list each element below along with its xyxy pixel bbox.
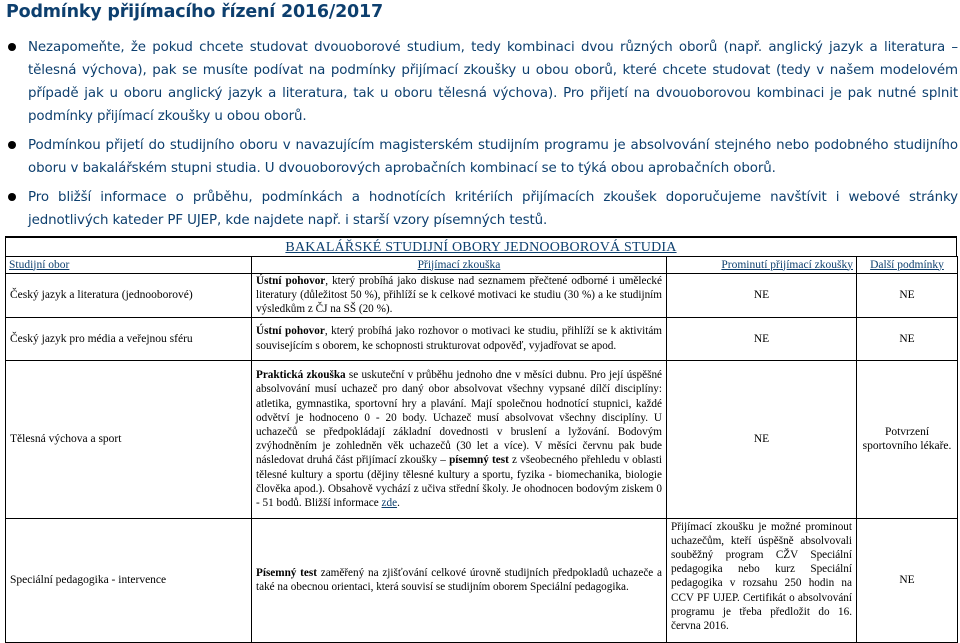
header-prijimaci-zkouska: Přijímací zkouška	[252, 257, 667, 274]
row-obor: Český jazyk a literatura (jednooborové)	[6, 274, 252, 318]
table-row	[6, 317, 958, 360]
row-zkouska: Ústní pohovor, který probíhá jako diskuse nad seznamem přečtené odborné i umělecké literatury (důležitost 50 %), přihlíží se k celkové motivaci ke studiu (30 %) a ke studijním výsledkům z ČJ na SŠ (20 %).	[252, 274, 667, 318]
row-prominuti: NE	[667, 274, 857, 318]
page-title: Podmínky přijímacího řízení 2016/2017	[6, 2, 383, 22]
header-studijni-obor: Studijní obor	[6, 257, 252, 274]
zde-link[interactable]: zde	[381, 496, 398, 509]
bullet-dot-icon	[8, 193, 16, 201]
table-row	[6, 518, 958, 642]
bullet-item: Nezapomeňte, že pokud chcete studovat dvouoborové studium, tedy kombinaci dvou různých oborů (např. anglický jazyk a literatura – tělesná výchova), pak se musíte podívat na podmínky přijímací zkoušky u obou oborů, které chcete studovat (tedy v našem modelovém případě jak u oboru anglický jazyk a literatura, tak u oboru tělesná výchova). Pro přijetí na dvouoborovou kombinaci je pak nutné splnit podmínky přijímací zkoušky u obou oborů.	[6, 36, 958, 128]
bullet-dot-icon	[8, 141, 16, 149]
row-dalsi: NE	[857, 317, 958, 360]
row-dalsi: NE	[857, 274, 958, 318]
table-banner: BAKALÁŘSKÉ STUDIJNÍ OBORY JEDNOOBOROVÁ STUDIA	[5, 236, 957, 256]
row-obor: Český jazyk pro média a veřejnou sféru	[6, 317, 252, 360]
row-obor: Speciální pedagogika - intervence	[6, 518, 252, 642]
row-prominuti: NE	[667, 360, 857, 518]
row-zkouska: Praktická zkouška se uskuteční v průběhu jednoho dne v měsíci dubnu. Pro její úspěšné absolvování musí uchazeč pro daný obor absolvovat všechny vypsané dílčí disciplíny: atletika, gymnastika, sportovní hry a plavání. Mají společnou hodnotící stupnici, každé odvětví je hodnoceno 0 - 20 body. Uchazeč musí absolvovat všechny disciplíny. U uchazečů se předpokládají základní dovednosti v bruslení a lyžování. Bodovým zvýhodněním je zohledněn věk uchazečů (30 let a více). V měsíci červnu pak bude následovat druhá část přijímací zkoušky – písemný test z všeobecného přehledu v oblasti tělesné kultury a sportu (dějiny tělesné kultury a sportu, fyzika - biomechanika, biologie člověka apod.). Obsahově vychází z učiva střední školy. Je ohodnocen bodovým ziskem 0 - 51 bodů. Bližší informace zde.	[252, 360, 667, 518]
row-zkouska: Ústní pohovor, který probíhá jako rozhovor o motivaci ke studiu, přihlíží se k aktivitám souvisejícím s oborem, ke schopnosti strukturovat odpověď, vyjadřovat se apod.	[252, 317, 667, 360]
row-dalsi: Potvrzení sportovního lékaře.	[857, 360, 958, 518]
bullet-dot-icon	[8, 43, 16, 51]
table-header-row	[6, 257, 958, 274]
table-row	[6, 360, 958, 518]
table-row	[6, 274, 958, 318]
info-bullets	[6, 36, 958, 238]
bullet-item: Pro bližší informace o průběhu, podmínkách a hodnotících kritériích přijímacích zkoušek doporučujeme navštívit i webové stránky jednotlivých kateder PF UJEP, kde najdete např. i starší vzory písemných testů.	[6, 186, 958, 232]
admission-table-section	[5, 236, 957, 643]
row-prominuti: Přijímací zkoušku je možné prominout uchazečům, kteří úspěšně absolvovali souběžný program CŽV Speciální pedagogika nebo kurz Speciální pedagogika v rozsahu 250 hodin na CCV PF UJEP. Certifikát o absolvování programu je třeba předložit do 16. června 2016.	[667, 518, 857, 642]
row-dalsi: NE	[857, 518, 958, 642]
row-obor: Tělesná výchova a sport	[6, 360, 252, 518]
bullet-item: Podmínkou přijetí do studijního oboru v navazujícím magisterském studijním programu je absolvování stejného nebo podobného studijního oboru v bakalářském stupni studia. U dvouoborových aprobačních kombinací se to týká obou aprobačních oborů.	[6, 134, 958, 180]
row-zkouska: Písemný test zaměřený na zjišťování celkové úrovně studijních předpokladů uchazeče a také na obecnou orientaci, která souvisí se studijním oborem Speciální pedagogika.	[252, 518, 667, 642]
admission-table	[5, 256, 958, 643]
header-dalsi-podminky: Další podmínky	[857, 257, 958, 274]
header-prominuti: Prominutí přijímací zkoušky	[667, 257, 857, 274]
row-prominuti: NE	[667, 317, 857, 360]
